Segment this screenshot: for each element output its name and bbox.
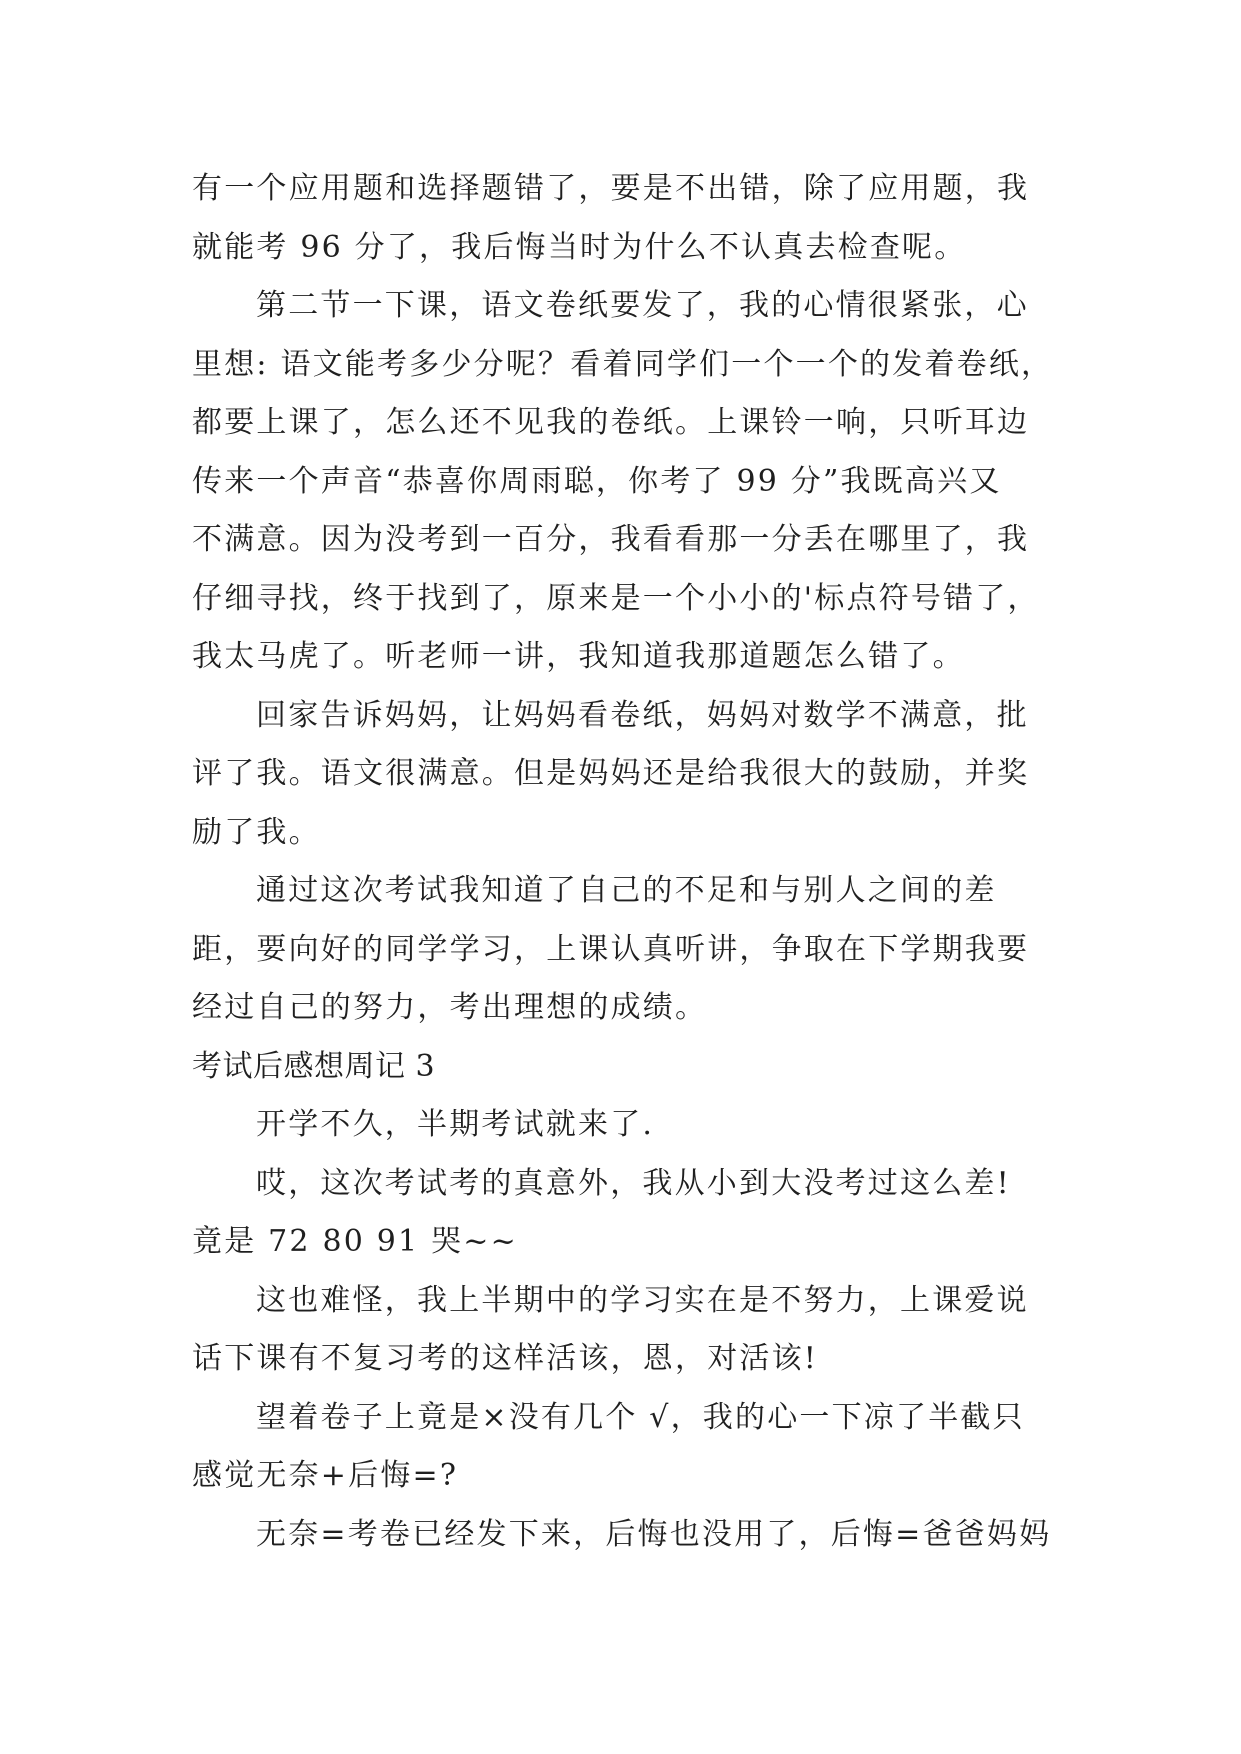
text-line: 评了我。语文很满意。但是妈妈还是给我很大的鼓励，并奖 — [192, 756, 1030, 791]
text-line: 感觉无奈+后悔=? — [192, 1458, 459, 1493]
text-line: 竟是 72 80 91 哭~~ — [192, 1224, 518, 1259]
text-line: 开学不久，半期考试就来了. — [256, 1107, 655, 1142]
text-line: 话下课有不复习考的这样活该，恩，对活该! — [192, 1341, 819, 1376]
text-line: 这也难怪，我上半期中的学习实在是不努力，上课爱说 — [256, 1282, 1029, 1318]
text-line: 哎，这次考试考的真意外，我从小到大没考过这么差! — [256, 1165, 1011, 1201]
text-line: 就能考 96 分了，我后悔当时为什么不认真去检查呢。 — [192, 229, 967, 265]
document-body — [192, 160, 1072, 1564]
text-line: 不满意。因为没考到一百分，我看看那一分丢在哪里了，我 — [192, 522, 1030, 557]
text-line: 通过这次考试我知道了自己的不足和与别人之间的差 — [256, 873, 997, 908]
text-line: 距，要向好的同学学习，上课认真听讲，争取在下学期我要 — [192, 931, 1030, 967]
text-line: 望着卷子上竟是×没有几个 √，我的心一下凉了半截只 — [256, 1399, 1025, 1435]
text-line: 无奈=考卷已经发下来，后悔也没用了，后悔=爸爸妈妈 — [256, 1516, 1052, 1552]
text-line: 经过自己的努力，考出理想的成绩。 — [192, 990, 708, 1025]
text-line: 我太马虎了。听老师一讲，我知道我那道题怎么错了。 — [192, 639, 965, 674]
text-line: 励了我。 — [192, 814, 321, 850]
text-line: 都要上课了，怎么还不见我的卷纸。上课铃一响，只听耳边 — [192, 405, 1030, 440]
text-line: 传来一个声音“恭喜你周雨聪，你考了 99 分”我既高兴又 — [192, 463, 1002, 499]
text-line: 里想: 语文能考多少分呢？看着同学们一个一个的发着卷纸， — [192, 346, 1054, 382]
text-line: 有一个应用题和选择题错了，要是不出错，除了应用题，我 — [192, 171, 1030, 206]
section-heading: 考试后感想周记 3 — [192, 1048, 436, 1084]
text-line: 第二节一下课，语文卷纸要发了，我的心情很紧张，心 — [256, 288, 1029, 323]
text-line: 仔细寻找，终于找到了，原来是一个小小的'标点符号错了， — [192, 580, 1040, 616]
text-line: 回家告诉妈妈，让妈妈看卷纸，妈妈对数学不满意，批 — [256, 697, 1029, 733]
